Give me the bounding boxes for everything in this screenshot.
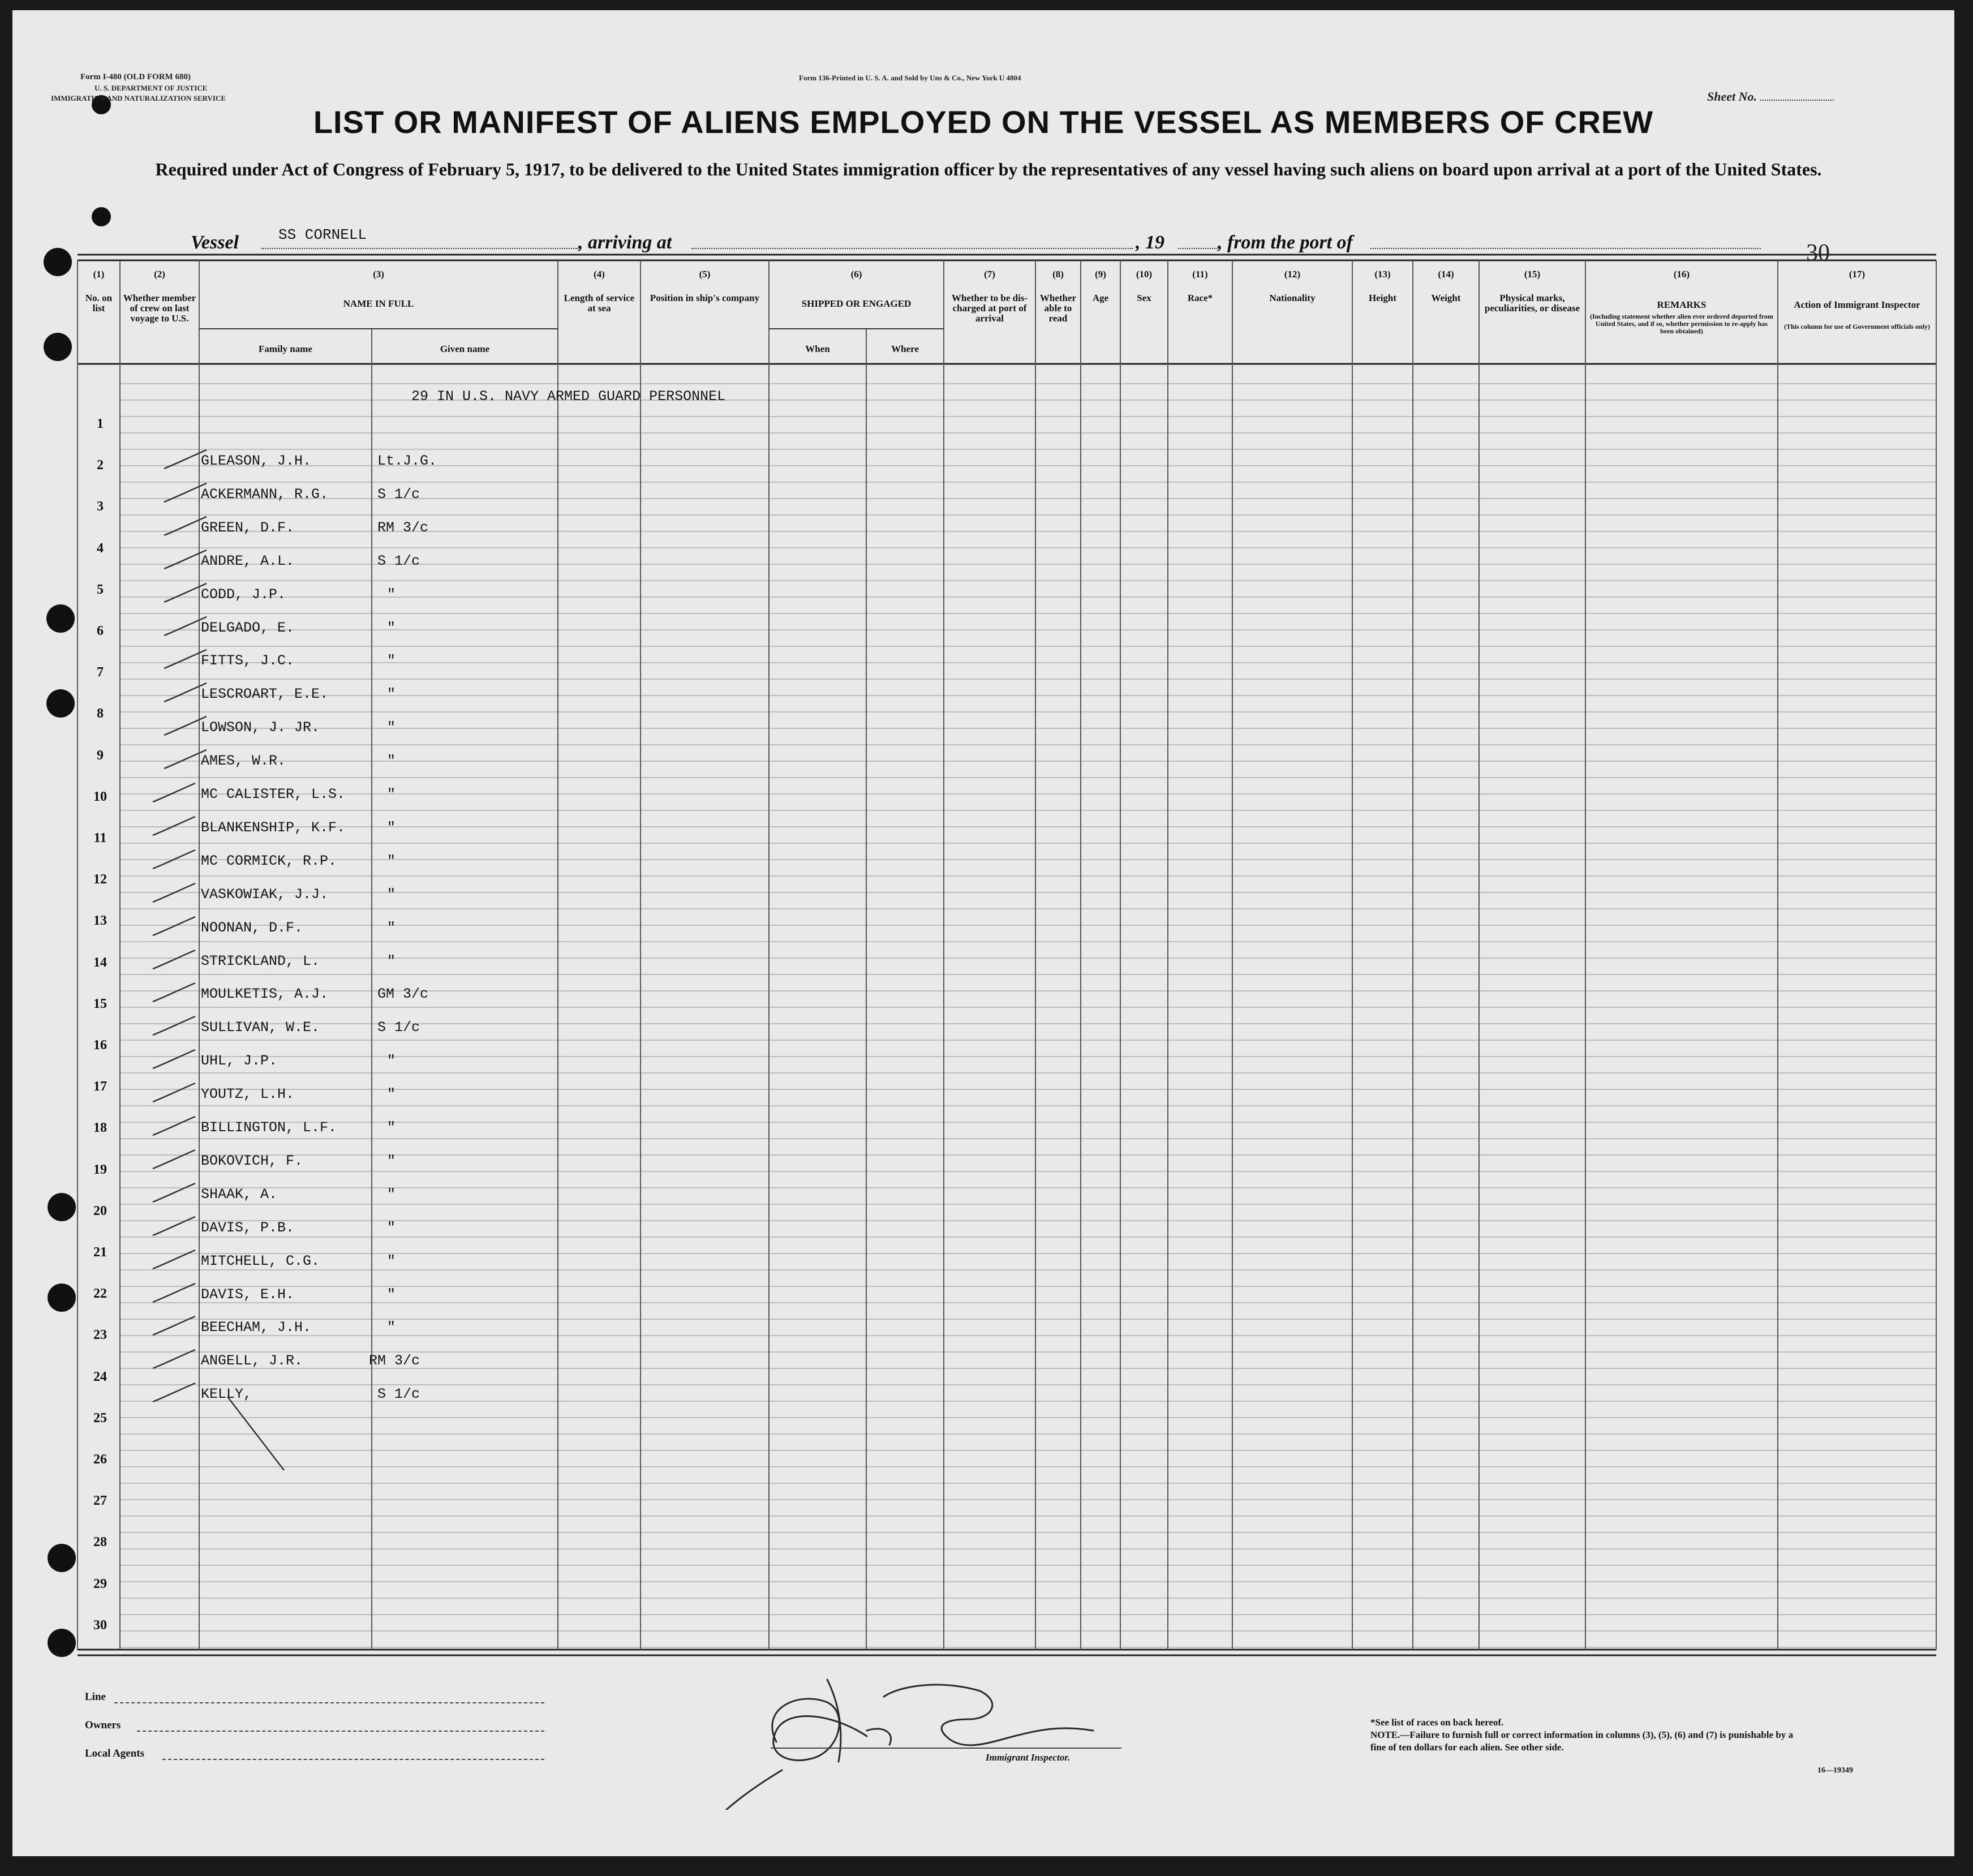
entry-rank: GM 3/c <box>377 986 429 1003</box>
row-number: 6 <box>97 624 104 638</box>
row-number: 18 <box>93 1121 107 1136</box>
check-mark <box>158 747 209 775</box>
agents-dotted <box>162 1759 544 1760</box>
entry-name: YOUTZ, L.H. <box>201 1086 295 1103</box>
col-position-number: (5) <box>699 269 711 280</box>
col-age-number: (9) <box>1095 269 1106 280</box>
manifest-sheet <box>12 10 1954 1856</box>
entry-rank: S 1/c <box>377 486 420 503</box>
service: IMMIGRATION AND NATURALIZATION SERVICE <box>51 94 226 102</box>
row-number: 28 <box>93 1535 107 1550</box>
col-member-number: (2) <box>154 269 165 280</box>
entry-rank: " <box>387 1086 396 1103</box>
entry-name: DELGADO, E. <box>201 619 295 636</box>
entry-name: BILLINGTON, L.F. <box>201 1119 337 1136</box>
entry-name: KELLY, <box>201 1386 252 1403</box>
entry-name: STRICKLAND, L. <box>201 952 320 969</box>
entry-name: GLEASON, J.H. <box>201 453 312 469</box>
entry-rank: " <box>387 586 396 603</box>
col-age-label: Age <box>1092 293 1109 303</box>
col-marks-label: Physical marks, peculiarities, or disease <box>1484 293 1580 314</box>
check-mark <box>147 1180 198 1209</box>
entry-name: BEECHAM, J.H. <box>201 1319 312 1336</box>
col-remarks-number: (16) <box>1673 269 1690 280</box>
check-mark <box>147 1114 198 1142</box>
check-mark <box>147 1313 198 1342</box>
col-name-sub-1: Given name <box>440 344 490 354</box>
check-mark <box>158 447 209 475</box>
row-number: 14 <box>93 955 107 970</box>
row-number: 9 <box>97 748 104 763</box>
col-read-number: (8) <box>1052 269 1064 280</box>
entry-rank: S 1/c <box>377 552 420 569</box>
row-number: 26 <box>93 1452 107 1467</box>
inspector-line <box>771 1748 1121 1749</box>
col-position-label: Position in ship's company <box>650 293 760 303</box>
col-discharged-number: (7) <box>984 269 995 280</box>
col-action-number: (17) <box>1849 269 1865 280</box>
row-number: 5 <box>97 582 104 597</box>
row-number: 16 <box>93 1038 107 1053</box>
col-no-label: No. on list <box>85 293 113 314</box>
entry-rank: RM 3/c <box>377 519 429 536</box>
entry-name: BLANKENSHIP, K.F. <box>201 819 346 836</box>
entry-name: MITCHELL, C.G. <box>201 1252 320 1269</box>
row-number: 15 <box>93 996 107 1011</box>
row-number: 10 <box>93 789 107 804</box>
entry-rank: S 1/c <box>377 1019 420 1036</box>
col-remarks-label: REMARKS <box>1657 299 1707 310</box>
row-number: 30 <box>93 1617 107 1633</box>
row-number: 29 <box>93 1576 107 1591</box>
entry-rank: " <box>387 686 396 703</box>
row-number: 4 <box>97 540 104 556</box>
entry-rank: RM 3/c <box>369 1353 420 1370</box>
entry-rank: " <box>387 1152 396 1169</box>
entry-rank: " <box>387 952 396 969</box>
col-name-number: (3) <box>373 269 384 280</box>
col-name-label: NAME IN FULL <box>343 298 414 309</box>
check-mark <box>158 547 209 576</box>
check-mark <box>158 614 209 642</box>
entry-rank: " <box>387 1186 396 1203</box>
row-number: 8 <box>97 706 104 722</box>
row-number: 3 <box>97 499 104 514</box>
entry-rank: " <box>387 819 396 836</box>
col-weight-number: (14) <box>1438 269 1454 280</box>
col-nationality-label: Nationality <box>1269 293 1316 303</box>
col-shipped-sub-0: When <box>805 344 830 354</box>
col-nationality-number: (12) <box>1284 269 1301 280</box>
end-stroke <box>216 1391 329 1504</box>
entry-rank: " <box>387 886 396 903</box>
row-number: 24 <box>93 1369 107 1384</box>
races-note: *See list of races on back hereof. <box>1370 1717 1504 1728</box>
col-sex-label: Sex <box>1137 293 1151 303</box>
check-mark <box>158 514 209 542</box>
year-label: , 19 <box>1136 232 1164 253</box>
col-weight-label: Weight <box>1431 293 1461 303</box>
row-number: 11 <box>93 831 107 845</box>
row-number: 27 <box>93 1493 107 1509</box>
entry-rank: S 1/c <box>377 1386 420 1403</box>
entry-rank: " <box>387 1219 396 1236</box>
entry-rank: " <box>387 619 396 636</box>
check-mark <box>147 1281 198 1309</box>
col-race-number: (11) <box>1192 269 1208 280</box>
check-mark <box>147 947 198 976</box>
row-number: 19 <box>93 1162 107 1177</box>
check-mark <box>147 847 198 875</box>
table-grid <box>12 10 1954 1856</box>
row-number: 2 <box>97 458 104 473</box>
check-mark <box>147 814 198 842</box>
col-service-number: (4) <box>594 269 605 280</box>
port-label: , from the port of <box>1218 232 1353 253</box>
col-race-label: Race* <box>1187 293 1213 303</box>
col-shipped-sub-1: Where <box>891 344 919 354</box>
entry-rank: " <box>387 919 396 936</box>
col-height-number: (13) <box>1374 269 1391 280</box>
entry-name: SHAAK, A. <box>201 1186 278 1203</box>
check-mark <box>147 1347 198 1375</box>
vessel-name: SS CORNELL <box>278 226 367 243</box>
entry-name: AMES, W.R. <box>201 753 286 770</box>
list-heading: 29 IN U.S. NAVY ARMED GUARD PERSONNEL <box>411 388 726 405</box>
line-dotted <box>114 1702 544 1703</box>
check-mark <box>147 1247 198 1276</box>
printer-line: Form 136-Printed in U. S. A. and Sold by Uns & Co., New York U 4804 <box>799 74 1021 82</box>
check-mark <box>147 1380 198 1409</box>
entry-rank: " <box>387 652 396 669</box>
check-mark <box>147 980 198 1008</box>
row-number: 17 <box>93 1079 107 1094</box>
arriving-label: , arriving at <box>578 232 672 253</box>
entry-name: MC CORMICK, R.P. <box>201 852 337 869</box>
vessel-label: Vessel <box>191 232 239 253</box>
entry-name: BOKOVICH, F. <box>201 1152 303 1169</box>
col-member-label: Whether member of crew on last voyage to U.S. <box>123 293 196 324</box>
col-shipped-number: (6) <box>850 269 862 280</box>
col-height-label: Height <box>1368 293 1397 303</box>
check-mark <box>158 714 209 742</box>
row-number: 7 <box>97 665 104 680</box>
check-mark <box>147 1014 198 1042</box>
entry-name: ANDRE, A.L. <box>201 552 295 569</box>
check-mark <box>147 1047 198 1075</box>
col-sex-number: (10) <box>1136 269 1153 280</box>
entry-rank: " <box>387 1319 396 1336</box>
entry-rank: " <box>387 1053 396 1070</box>
entry-rank: " <box>387 852 396 869</box>
check-mark <box>147 1147 198 1175</box>
col-shipped-label: SHIPPED OR ENGAGED <box>801 298 912 309</box>
form-number: Form I-480 (OLD FORM 680) <box>80 72 191 81</box>
check-mark <box>158 581 209 609</box>
entry-name: LESCROART, E.E. <box>201 686 329 703</box>
entry-name: MOULKETIS, A.J. <box>201 986 329 1003</box>
line-label: Line <box>85 1691 106 1703</box>
entry-name: MC CALISTER, L.S. <box>201 786 346 802</box>
inspector-signature <box>697 1640 1104 1810</box>
owners-dotted <box>137 1731 544 1732</box>
entry-name: VASKOWIAK, J.J. <box>201 886 329 903</box>
check-mark <box>147 1214 198 1242</box>
entry-name: ANGELL, J.R. <box>201 1353 303 1370</box>
department: U. S. DEPARTMENT OF JUSTICE <box>94 84 208 92</box>
col-read-label: Whether able to read <box>1039 293 1077 324</box>
col-marks-number: (15) <box>1524 269 1541 280</box>
entry-rank: " <box>387 1286 396 1303</box>
row-number: 22 <box>93 1286 107 1302</box>
entry-rank: " <box>387 786 396 802</box>
check-mark <box>147 881 198 909</box>
row-number: 23 <box>93 1328 107 1343</box>
check-mark <box>147 1080 198 1109</box>
entry-rank: " <box>387 1252 396 1269</box>
entry-name: UHL, J.P. <box>201 1053 278 1070</box>
col-no-number: (1) <box>93 269 105 280</box>
row-number: 21 <box>93 1245 107 1260</box>
handwritten-number: 30 <box>1806 240 1830 266</box>
entry-name: NOONAN, D.F. <box>201 919 303 936</box>
row-number: 25 <box>93 1410 107 1426</box>
entry-name: DAVIS, P.B. <box>201 1219 295 1236</box>
check-mark <box>147 780 198 809</box>
row-number: 1 <box>97 417 104 431</box>
entry-name: SULLIVAN, W.E. <box>201 1019 320 1036</box>
sheet-label: Sheet No. <box>1707 89 1757 104</box>
entry-name: GREEN, D.F. <box>201 519 295 536</box>
penalty-note: NOTE.—Failure to furnish full or correct information in columns (3), (5), (6) and (7) is punishable by a fine of ten dollars for each alien. See other side. <box>1370 1729 1794 1753</box>
page-subtitle: Required under Act of Congress of February 5, 1917, to be delivered to the United States immigration officer by the representatives of any vessel having such aliens on board upon arrival at a port of the United States. <box>155 159 1822 179</box>
col-action-label: Action of Immigrant Inspector <box>1794 299 1920 310</box>
check-mark <box>158 480 209 509</box>
agents-label: Local Agents <box>85 1748 145 1759</box>
entry-rank: " <box>387 1119 396 1136</box>
owners-label: Owners <box>85 1719 121 1731</box>
col-action-detail: (This column for use of Government officials only) <box>1783 323 1931 330</box>
col-discharged-label: Whether to be dis-charged at port of arrival <box>951 293 1028 324</box>
entry-rank: Lt.J.G. <box>377 453 437 469</box>
page-title: LIST OR MANIFEST OF ALIENS EMPLOYED ON THE VESSEL AS MEMBERS OF CREW <box>313 104 1654 140</box>
entry-rank: " <box>387 719 396 736</box>
col-remarks-detail: (Including statement whether alien ever ordered deported from United States, and if so, whether permission to re-apply has been obtained) <box>1589 312 1774 335</box>
entry-name: ACKERMANN, R.G. <box>201 486 329 503</box>
col-service-label: Length of service at sea <box>564 293 635 314</box>
check-mark <box>147 914 198 942</box>
row-number: 20 <box>93 1203 107 1218</box>
entry-name: CODD, J.P. <box>201 586 286 603</box>
check-mark <box>158 647 209 675</box>
row-number: 13 <box>93 913 107 929</box>
inspector-label: Immigrant Inspector. <box>986 1752 1071 1763</box>
entry-rank: " <box>387 753 396 770</box>
entry-name: DAVIS, E.H. <box>201 1286 295 1303</box>
entry-name: FITTS, J.C. <box>201 652 295 669</box>
row-number: 12 <box>93 872 107 887</box>
check-mark <box>158 680 209 709</box>
entry-name: LOWSON, J. JR. <box>201 719 320 736</box>
col-name-sub-0: Family name <box>259 344 312 354</box>
form-code: 16—19349 <box>1817 1766 1853 1775</box>
